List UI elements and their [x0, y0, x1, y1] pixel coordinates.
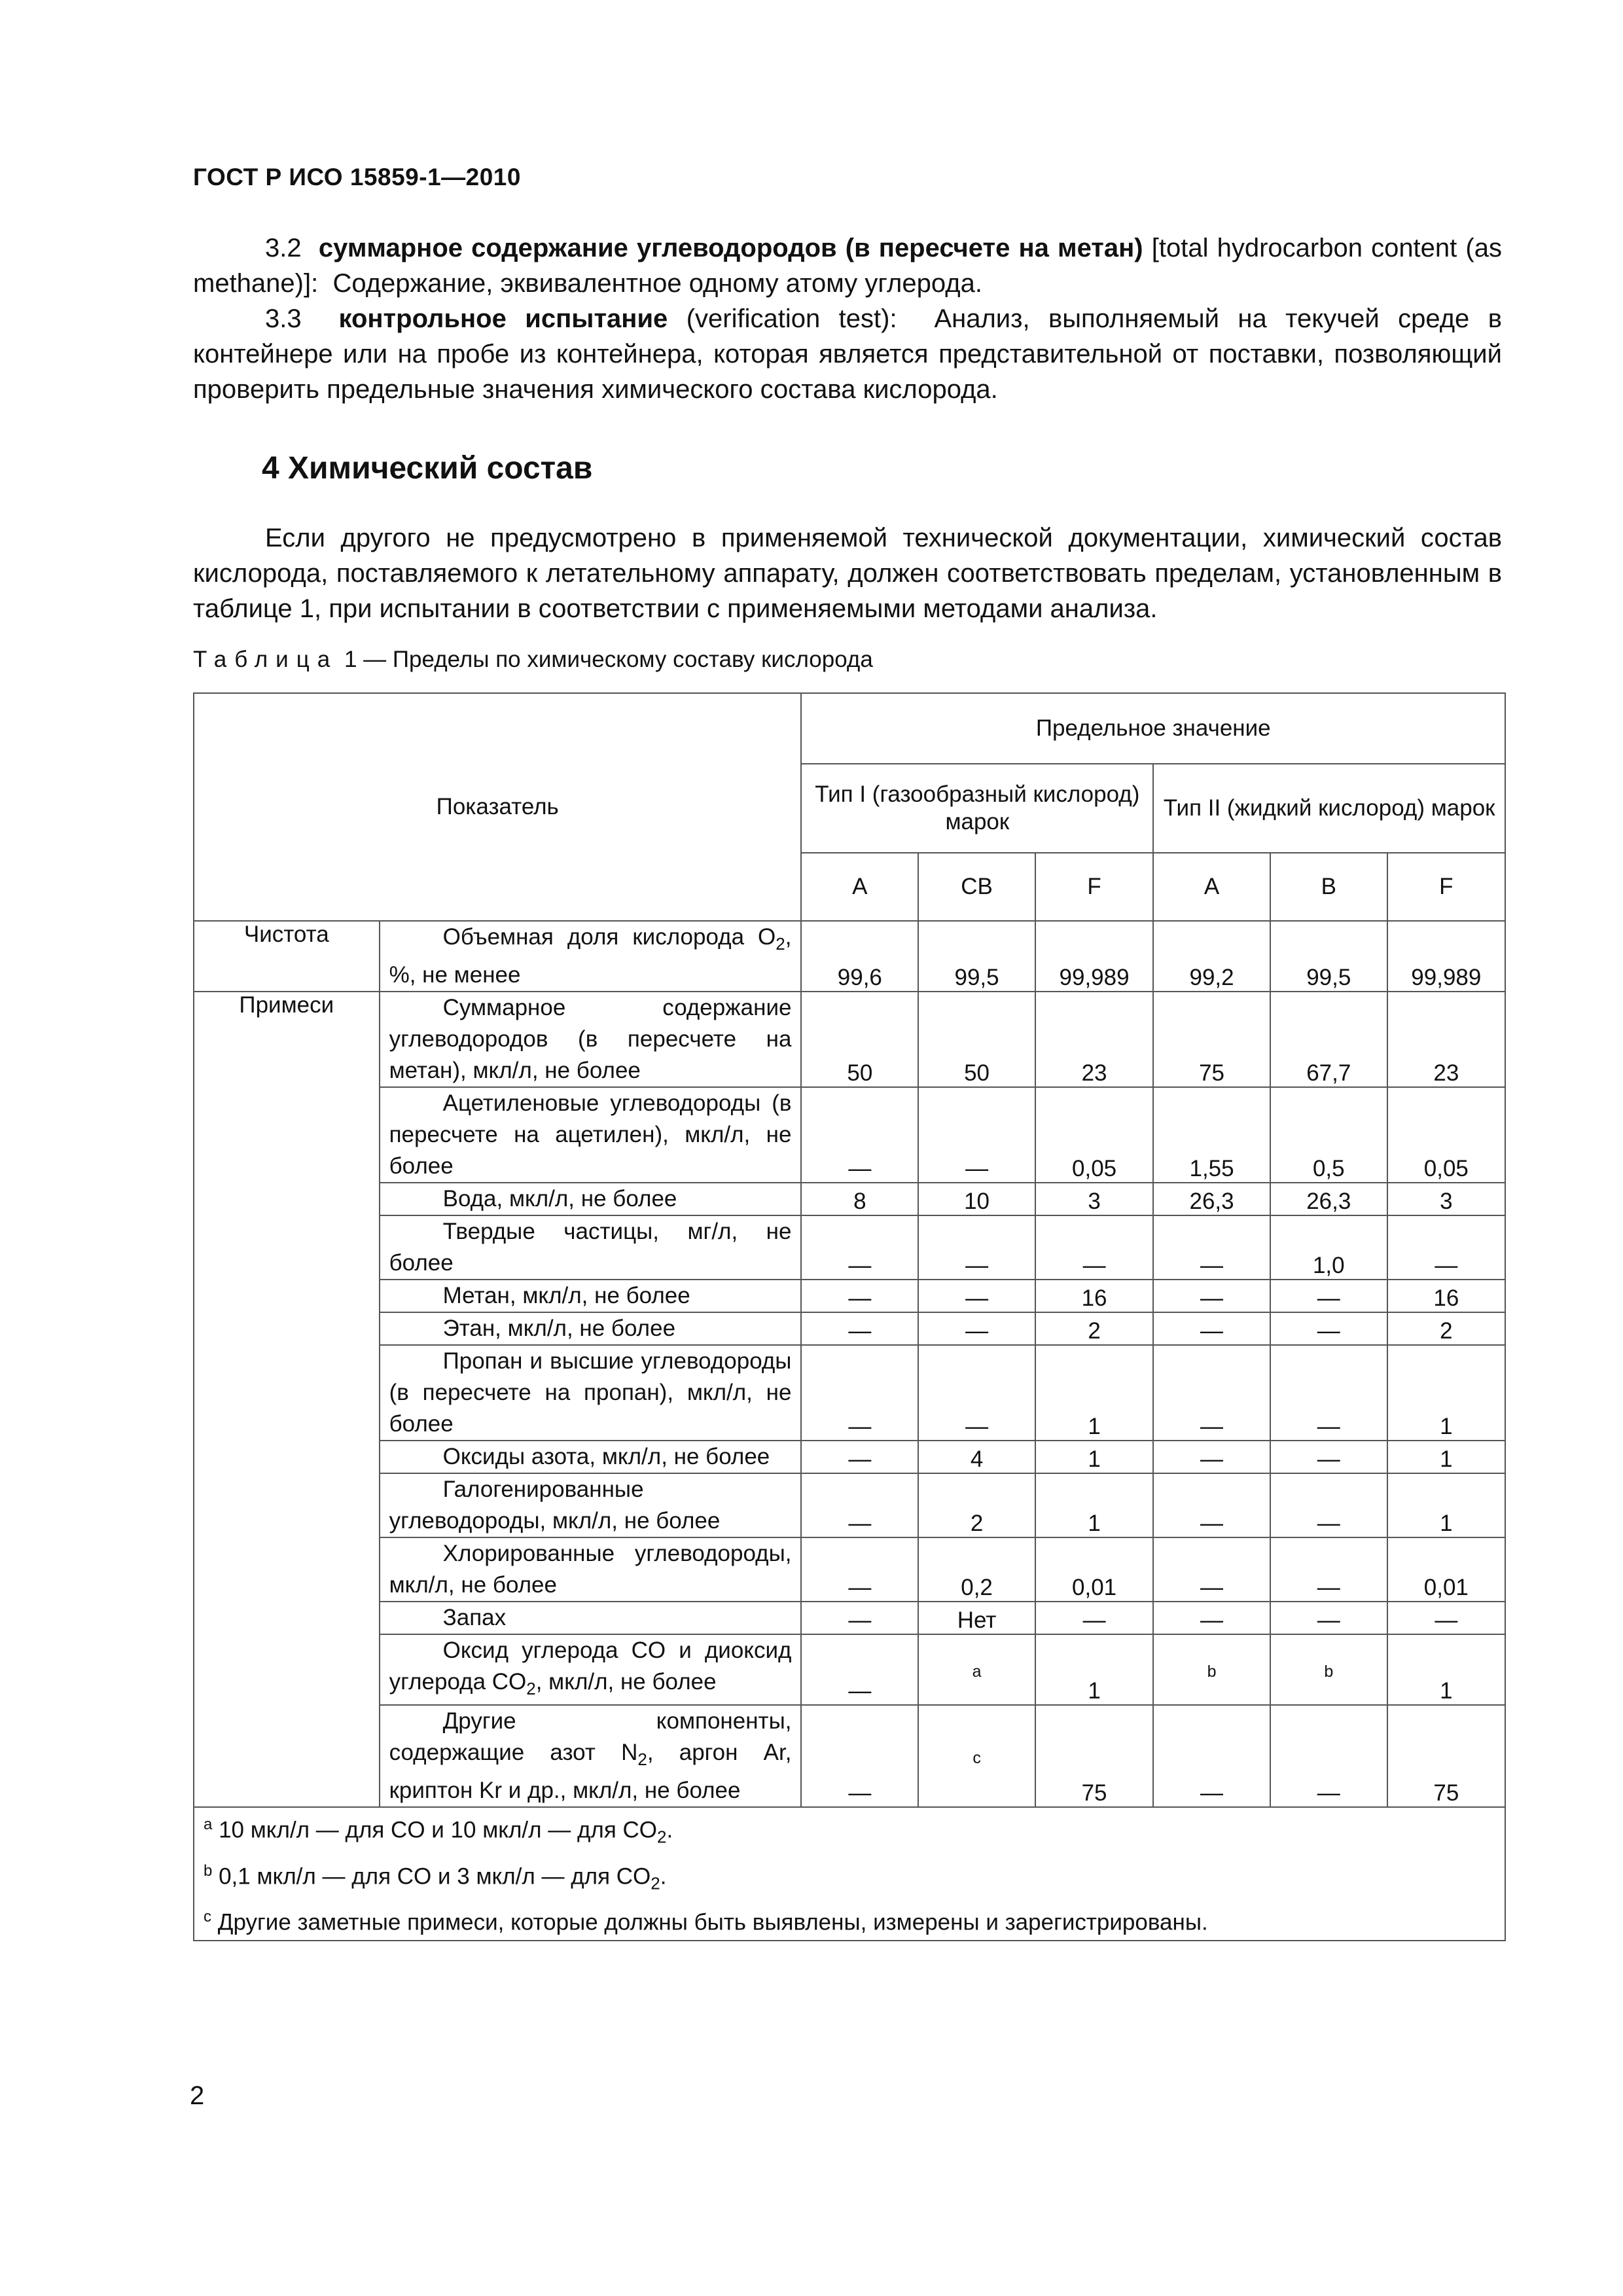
- indicator-name-text: Твердые частицы, мг/л, не более: [389, 1219, 792, 1276]
- value-cell: 0,01: [1035, 1537, 1153, 1602]
- value-cell: 99,5: [918, 921, 1035, 992]
- header-indicator: Показатель: [194, 693, 801, 921]
- footnote-end: .: [660, 1863, 667, 1890]
- definition-text: Анализ, выполняемый на текучей среде в контейнере или на пробе из контейнера, которая является представительной от поставки, позволяющий проверить предельные значения химического состава кислорода.: [193, 304, 1502, 404]
- value-cell: 75: [1387, 1705, 1505, 1807]
- table-row: [194, 1183, 1505, 1215]
- grade-header: CB: [918, 853, 1035, 921]
- footnote: [204, 1854, 1495, 1901]
- table-caption-label: Таблица: [193, 647, 338, 672]
- group-impurities: Примеси: [194, 992, 380, 1807]
- subscript: 2: [651, 1873, 660, 1893]
- value-cell: [1270, 1634, 1387, 1705]
- value-cell: 3: [1035, 1183, 1153, 1215]
- definitions: [193, 230, 1502, 407]
- definition-term: контрольное испытание: [338, 304, 668, 333]
- table-row: [194, 1705, 1505, 1807]
- value-cell: 75: [1153, 992, 1270, 1087]
- value-cell: —: [1035, 1602, 1153, 1634]
- value-cell: —: [801, 1602, 918, 1634]
- table-row: [194, 1215, 1505, 1280]
- value-cell: 26,3: [1270, 1183, 1387, 1215]
- grade-header: A: [801, 853, 918, 921]
- value-cell: —: [1270, 1537, 1387, 1602]
- indicator-name: [380, 1634, 802, 1705]
- value-cell: —: [1035, 1215, 1153, 1280]
- value-cell: —: [801, 1280, 918, 1312]
- value-cell: 99,5: [1270, 921, 1387, 992]
- value-cell: —: [801, 1473, 918, 1537]
- value-cell: 1: [1035, 1441, 1153, 1473]
- grade-header: F: [1035, 853, 1153, 921]
- table-caption: [193, 647, 873, 673]
- value-cell: —: [801, 1345, 918, 1441]
- indicator-name-text: %, не менее: [389, 962, 521, 988]
- definition-3-3: [193, 301, 1502, 407]
- indicator-name: [380, 1345, 802, 1441]
- table-row: [194, 992, 1505, 1087]
- value-cell: [1153, 1634, 1270, 1705]
- section-title: 4 Химический состав: [262, 451, 593, 486]
- value-cell: 8: [801, 1183, 918, 1215]
- value-cell: 16: [1387, 1280, 1505, 1312]
- value-cell: 75: [1035, 1705, 1153, 1807]
- footnote-end: .: [666, 1817, 673, 1843]
- value-cell: 1,0: [1270, 1215, 1387, 1280]
- header-type-1: Тип I (газообразный кислород) марок: [801, 764, 1153, 853]
- value-cell: 2: [918, 1473, 1035, 1537]
- value-cell: —: [918, 1280, 1035, 1312]
- footnote: [204, 1808, 1495, 1854]
- value-cell: —: [1153, 1280, 1270, 1312]
- value-cell: —: [1153, 1312, 1270, 1345]
- value-cell: 99,989: [1387, 921, 1505, 992]
- value-cell: 2: [1387, 1312, 1505, 1345]
- value-cell: [918, 1705, 1035, 1807]
- footnote-mark: c: [204, 1908, 211, 1926]
- section-intro: [193, 520, 1502, 626]
- indicator-name-text: Хлорированные углеводороды, мкл/л, не более: [389, 1541, 792, 1598]
- value-cell: 1,55: [1153, 1087, 1270, 1183]
- value-cell: —: [1153, 1345, 1270, 1441]
- table-caption-text: 1 — Пределы по химическому составу кислорода: [344, 647, 873, 672]
- table-row: [194, 1280, 1505, 1312]
- indicator-name: [380, 1441, 802, 1473]
- definition-term: суммарное содержание углеводородов (в пересчете на метан): [318, 234, 1143, 262]
- table-row: [194, 1537, 1505, 1602]
- grade-header: B: [1270, 853, 1387, 921]
- indicator-name: [380, 1602, 802, 1634]
- value-cell: —: [1270, 1602, 1387, 1634]
- value-cell: —: [1387, 1602, 1505, 1634]
- value-cell: 0,05: [1035, 1087, 1153, 1183]
- value-cell: —: [1270, 1441, 1387, 1473]
- value-cell: —: [1270, 1280, 1387, 1312]
- value-cell: —: [801, 1634, 918, 1705]
- indicator-name: [380, 1087, 802, 1183]
- value-cell: —: [1153, 1537, 1270, 1602]
- definition-number: 3.3: [265, 304, 302, 333]
- indicator-name-text: Метан, мкл/л, не более: [442, 1283, 690, 1308]
- table-row: [194, 1345, 1505, 1441]
- indicator-name-text: ,: [785, 924, 792, 950]
- footnote-text: Другие заметные примеси, которые должны быть выявлены, измерены и зарегистрированы.: [217, 1909, 1208, 1935]
- table-row: [194, 1473, 1505, 1537]
- footnote: [204, 1900, 1495, 1940]
- table-row: [194, 921, 1505, 992]
- value-cell: —: [1387, 1215, 1505, 1280]
- value-cell: Нет: [918, 1602, 1035, 1634]
- value-cell: 0,05: [1387, 1087, 1505, 1183]
- value-cell: 1: [1387, 1345, 1505, 1441]
- indicator-name: [380, 1312, 802, 1345]
- footnote-mark: b: [204, 1861, 213, 1880]
- value-cell: 1: [1035, 1634, 1153, 1705]
- value-cell: 99,2: [1153, 921, 1270, 992]
- value-cell: 99,989: [1035, 921, 1153, 992]
- value-cell: —: [1270, 1473, 1387, 1537]
- value-cell: 50: [801, 992, 918, 1087]
- value-cell: —: [1153, 1705, 1270, 1807]
- indicator-name: [380, 1473, 802, 1537]
- table-row: [194, 1312, 1505, 1345]
- indicator-name-text: Другие компоненты, содержащие азот N: [389, 1708, 792, 1765]
- value-cell: 0,01: [1387, 1537, 1505, 1602]
- value-cell: 0,5: [1270, 1087, 1387, 1183]
- definition-number: 3.2: [265, 234, 302, 262]
- value-cell: 10: [918, 1183, 1035, 1215]
- value-cell: —: [1153, 1441, 1270, 1473]
- value-cell: —: [801, 1441, 918, 1473]
- value-cell: —: [801, 1312, 918, 1345]
- indicator-name-text: Пропан и высшие углеводороды (в пересчете на пропан), мкл/л, не более: [389, 1348, 792, 1437]
- table-row: [194, 1634, 1505, 1705]
- indicator-name-text: Оксиды азота, мкл/л, не более: [442, 1444, 770, 1469]
- document-code: ГОСТ Р ИСО 15859-1—2010: [193, 164, 521, 190]
- footnote-ref: b: [1207, 1662, 1217, 1681]
- value-cell: —: [801, 1705, 918, 1807]
- subscript: 2: [657, 1827, 667, 1847]
- indicator-name-text: Запах: [442, 1605, 507, 1630]
- indicator-name-text: , аргон Ar, криптон Kr и др., мкл/л, не более: [389, 1740, 792, 1803]
- value-cell: 0,2: [918, 1537, 1035, 1602]
- footnote-text: 0,1 мкл/л — для CO и 3 мкл/л — для CO: [219, 1863, 651, 1890]
- indicator-name-text: Галогенированные углеводороды, мкл/л, не более: [389, 1477, 721, 1534]
- definition-english: (verification test):: [686, 304, 897, 333]
- grade-header: F: [1387, 853, 1505, 921]
- indicator-name-text: Оксид углерода CO и диоксид углерода CO: [389, 1638, 792, 1695]
- value-cell: 23: [1035, 992, 1153, 1087]
- footnote-ref: a: [972, 1662, 982, 1681]
- value-cell: [918, 1634, 1035, 1705]
- value-cell: —: [918, 1345, 1035, 1441]
- header-type-2: Тип II (жидкий кислород) марок: [1153, 764, 1505, 853]
- footnotes: [194, 1807, 1505, 1941]
- value-cell: 67,7: [1270, 992, 1387, 1087]
- indicator-name: [380, 992, 802, 1087]
- table-row: [194, 1602, 1505, 1634]
- value-cell: 4: [918, 1441, 1035, 1473]
- value-cell: 2: [1035, 1312, 1153, 1345]
- grade-header: A: [1153, 853, 1270, 921]
- indicator-name-text: Объемная доля кислорода O: [442, 924, 776, 950]
- definition-english: [total hydrocarbon content (as methane)]:: [193, 234, 1502, 298]
- value-cell: 1: [1387, 1441, 1505, 1473]
- value-cell: 26,3: [1153, 1183, 1270, 1215]
- value-cell: —: [801, 1537, 918, 1602]
- value-cell: —: [801, 1087, 918, 1183]
- value-cell: 1: [1387, 1634, 1505, 1705]
- value-cell: 99,6: [801, 921, 918, 992]
- value-cell: 23: [1387, 992, 1505, 1087]
- indicator-name: [380, 921, 802, 992]
- value-cell: —: [918, 1312, 1035, 1345]
- value-cell: —: [1153, 1215, 1270, 1280]
- page-number: 2: [190, 2081, 205, 2110]
- indicator-name-text: Суммарное содержание углеводородов (в пересчете на метан), мкл/л, не более: [389, 995, 792, 1083]
- footnotes-row: [194, 1807, 1505, 1941]
- value-cell: —: [918, 1087, 1035, 1183]
- indicator-name: [380, 1537, 802, 1602]
- definition-3-2: [193, 230, 1502, 301]
- oxygen-limits-table: [193, 692, 1506, 1941]
- subscript: 2: [526, 1679, 536, 1698]
- value-cell: —: [1153, 1473, 1270, 1537]
- value-cell: 1: [1035, 1473, 1153, 1537]
- footnote-mark: a: [204, 1816, 213, 1833]
- indicator-name: [380, 1183, 802, 1215]
- subscript: 2: [637, 1749, 647, 1769]
- value-cell: —: [1153, 1602, 1270, 1634]
- indicator-name-text: Ацетиленовые углеводороды (в пересчете на ацетилен), мкл/л, не более: [389, 1090, 792, 1179]
- value-cell: 16: [1035, 1280, 1153, 1312]
- value-cell: 3: [1387, 1183, 1505, 1215]
- value-cell: —: [918, 1215, 1035, 1280]
- indicator-name-text: Этан, мкл/л, не более: [442, 1316, 676, 1341]
- indicator-name: [380, 1705, 802, 1807]
- definition-text: Содержание, эквивалентное одному атому углерода.: [332, 269, 982, 298]
- indicator-name: [380, 1215, 802, 1280]
- subscript: 2: [776, 934, 785, 954]
- value-cell: 1: [1387, 1473, 1505, 1537]
- intro-paragraph: Если другого не предусмотрено в применяемой технической документации, химический состав кислорода, поставляемого к летательному аппарату, должен соответствовать пределам, установленным в таблице 1, при испытании в соответствии с применяемыми методами анализа.: [193, 524, 1502, 623]
- value-cell: 50: [918, 992, 1035, 1087]
- indicator-name-text: Вода, мкл/л, не более: [442, 1186, 677, 1211]
- footnote-ref: b: [1324, 1662, 1334, 1681]
- value-cell: 1: [1035, 1345, 1153, 1441]
- indicator-name: [380, 1280, 802, 1312]
- footnote-ref: c: [972, 1749, 981, 1767]
- header-limit-value: Предельное значение: [801, 693, 1505, 764]
- indicator-name-text: , мкл/л, не более: [535, 1669, 717, 1695]
- group-purity: Чистота: [194, 921, 380, 992]
- value-cell: —: [801, 1215, 918, 1280]
- value-cell: —: [1270, 1345, 1387, 1441]
- table-row: [194, 1441, 1505, 1473]
- footnote-text: 10 мкл/л — для CO и 10 мкл/л — для CO: [219, 1817, 658, 1843]
- table-row: [194, 1087, 1505, 1183]
- value-cell: —: [1270, 1705, 1387, 1807]
- value-cell: —: [1270, 1312, 1387, 1345]
